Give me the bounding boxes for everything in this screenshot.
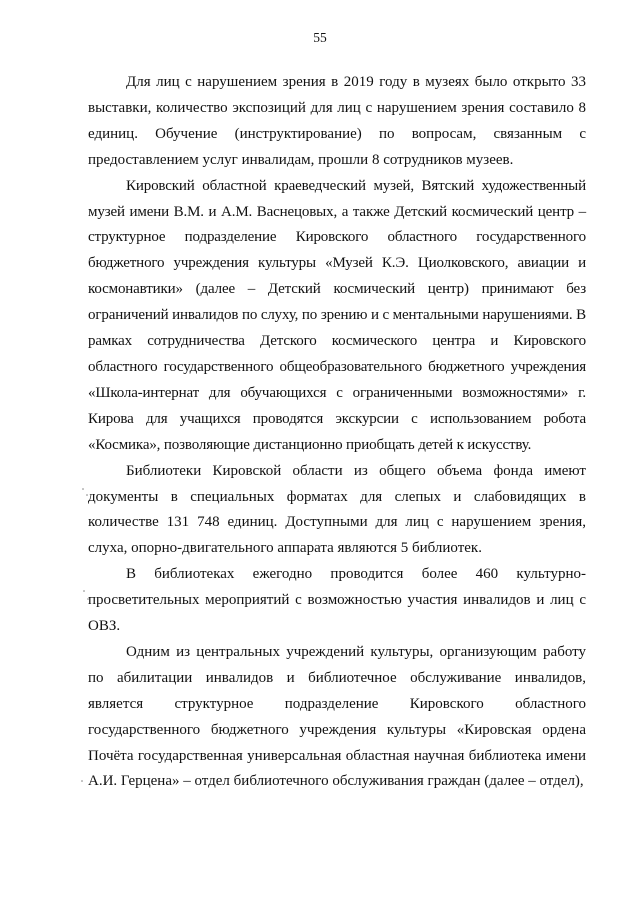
paragraph-central-library: Одним из центральных учреждений культуры, организующим работу по абилитации инвалидов и библиотечное обслуживание инвалидов, является структурное подразделение Кировского областного государственного бюджетного учреждения культуры «Кировская ордена Почёта государственная универсальная областная научная библиотека имени А.И. Герцена» – отдел библиотечного обслуживания граждан (далее – отдел), [88, 643, 586, 790]
page-number: 55 [313, 30, 327, 45]
paragraph-vision-exhibitions: Для лиц с нарушением зрения в 2019 году в музеях было открыто 33 выставки, количество экспозиций для лиц с нарушением зрения составило 8 единиц. Обучение (инструктирование) по вопросам, связанным с предоставлением услуг инвалидам, прошли 8 сотрудников музеев. [88, 74, 586, 168]
paragraph-library-events: В библиотеках ежегодно проводится более 460 культурно-просветительных мероприятий с возможностью участия инвалидов и лиц с ОВЗ. [88, 566, 586, 635]
paragraph-museums-access: Кировский областной краеведческий музей, Вятский художественный музей имени В.М. и А.М. Васнецовых, а также Детский космический центр – структурное подразделение Кировского областного государственного бюджетного учреждения культуры «Музей К.Э. Циолковского, авиации и космонавтики» (далее – Детский космический центр) принимают без ограничений инвалидов по слуху, по зрению и с ментальными нарушениями. В рамках сотрудничества Детского космического центра и Кировского областного государственного общеобразовательного бюджетного учреждения «Школа-интернат для обучающихся с ограниченными возможностями» г. Кирова для учащихся проводятся экскурсии с использованием робота «Космика», позволяющие дистанционно приобщать детей к искусству. [88, 177, 586, 453]
body-text [88, 70, 586, 795]
scan-specks [80, 480, 92, 800]
paragraph-libraries-fund: Библиотеки Кировской области из общего объема фонда имеют документы в специальных форматах для слепых и слабовидящих в количестве 131 748 единиц. Доступными для лиц с нарушением зрения, слуха, опорно-двигательного аппарата являются 5 библиотек. [88, 462, 586, 557]
